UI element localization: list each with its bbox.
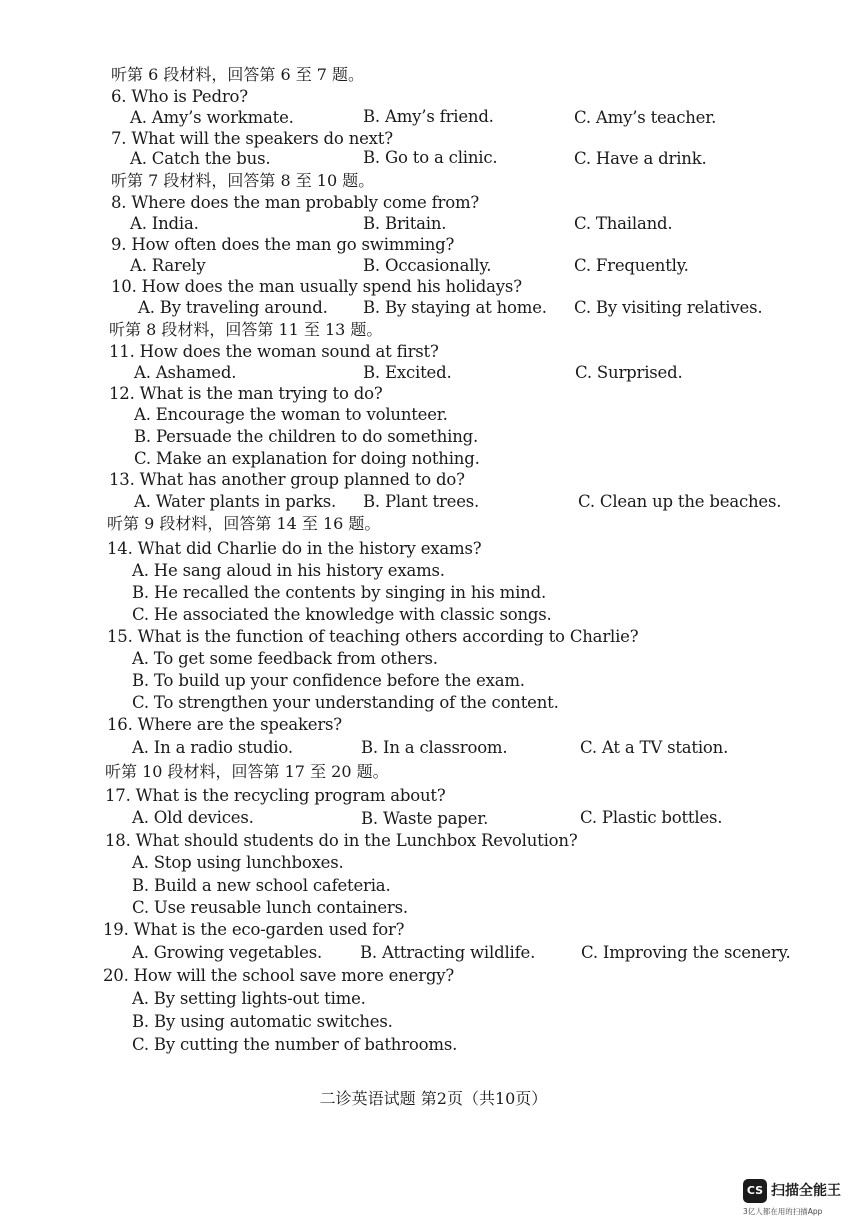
option-10a: A. By traveling around. [138, 298, 328, 317]
question-8: 8. Where does the man probably come from? [111, 193, 480, 212]
option-8a: A. India. [130, 214, 199, 233]
question-10: 10. How does the man usually spend his holidays? [111, 277, 522, 296]
option-8c: C. Thailand. [574, 214, 673, 233]
option-6c: C. Amy’s teacher. [574, 108, 717, 127]
option-18c: C. Use reusable lunch containers. [132, 898, 408, 917]
question-15: 15. What is the function of teaching others according to Charlie? [107, 627, 639, 646]
option-7b: B. Go to a clinic. [363, 148, 498, 167]
option-17b: B. Waste paper. [361, 809, 489, 828]
option-15c: C. To strengthen your understanding of the content. [132, 693, 559, 712]
option-11a: A. Ashamed. [134, 363, 237, 382]
question-11: 11. How does the woman sound at first? [109, 342, 439, 361]
section-heading: 听第 10 段材料，回答第 17 至 20 题。 [105, 762, 389, 781]
option-13b: B. Plant trees. [363, 492, 480, 511]
option-16a: A. In a radio studio. [132, 738, 293, 757]
question-12: 12. What is the man trying to do? [109, 384, 383, 403]
option-6b: B. Amy’s friend. [363, 107, 494, 126]
option-6a: A. Amy’s workmate. [130, 108, 294, 127]
question-16: 16. Where are the speakers? [107, 715, 342, 734]
option-11b: B. Excited. [363, 363, 452, 382]
question-19: 19. What is the eco-garden used for? [103, 920, 405, 939]
option-12b: B. Persuade the children to do something. [134, 427, 479, 446]
option-19c: C. Improving the scenery. [581, 943, 791, 962]
section-heading: 听第 8 段材料，回答第 11 至 13 题。 [109, 320, 383, 339]
option-10b: B. By staying at home. [363, 298, 547, 317]
option-10c: C. By visiting relatives. [574, 298, 763, 317]
scanner-watermark [743, 1177, 853, 1217]
option-16c: C. At a TV station. [580, 738, 729, 757]
option-11c: C. Surprised. [575, 363, 683, 382]
question-6: 6. Who is Pedro? [111, 87, 248, 106]
option-12c: C. Make an explanation for doing nothing. [134, 449, 480, 468]
question-9: 9. How often does the man go swimming? [111, 235, 455, 254]
option-20c: C. By cutting the number of bathrooms. [132, 1035, 458, 1054]
option-9b: B. Occasionally. [363, 256, 492, 275]
question-13: 13. What has another group planned to do? [109, 470, 465, 489]
option-18b: B. Build a new school cafeteria. [132, 876, 391, 895]
option-19b: B. Attracting wildlife. [360, 943, 536, 962]
watermark-title: 扫描全能王 [771, 1183, 841, 1199]
question-20: 20. How will the school save more energy? [103, 966, 455, 985]
option-7c: C. Have a drink. [574, 149, 707, 168]
section-heading: 听第 7 段材料，回答第 8 至 10 题。 [111, 171, 375, 190]
option-20a: A. By setting lights-out time. [132, 989, 366, 1008]
option-15a: A. To get some feedback from others. [132, 649, 438, 668]
option-17a: A. Old devices. [132, 808, 254, 827]
option-12a: A. Encourage the woman to volunteer. [134, 405, 448, 424]
option-8b: B. Britain. [363, 214, 447, 233]
question-14: 14. What did Charlie do in the history exams? [107, 539, 482, 558]
page-footer: 二诊英语试题 第2页（共10页） [319, 1089, 548, 1108]
option-9a: A. Rarely [130, 256, 206, 275]
section-heading: 听第 6 段材料，回答第 6 至 7 题。 [111, 65, 365, 84]
option-16b: B. In a classroom. [361, 738, 508, 757]
watermark-subtitle: 3亿人都在用的扫描App [743, 1207, 823, 1216]
option-14b: B. He recalled the contents by singing in his mind. [132, 583, 546, 602]
option-7a: A. Catch the bus. [130, 149, 271, 168]
question-18: 18. What should students do in the Lunchbox Revolution? [105, 831, 578, 850]
option-17c: C. Plastic bottles. [580, 808, 723, 827]
option-20b: B. By using automatic switches. [132, 1012, 393, 1031]
option-18a: A. Stop using lunchboxes. [132, 853, 344, 872]
option-15b: B. To build up your confidence before the exam. [132, 671, 525, 690]
question-17: 17. What is the recycling program about? [105, 786, 446, 805]
camscanner-logo-icon: CS [743, 1179, 767, 1203]
option-14a: A. He sang aloud in his history exams. [132, 561, 445, 580]
question-7: 7. What will the speakers do next? [111, 129, 393, 148]
option-13c: C. Clean up the beaches. [578, 492, 782, 511]
section-heading: 听第 9 段材料，回答第 14 至 16 题。 [107, 514, 381, 533]
option-19a: A. Growing vegetables. [132, 943, 323, 962]
option-9c: C. Frequently. [574, 256, 689, 275]
option-13a: A. Water plants in parks. [134, 492, 337, 511]
option-14c: C. He associated the knowledge with classic songs. [132, 605, 552, 624]
